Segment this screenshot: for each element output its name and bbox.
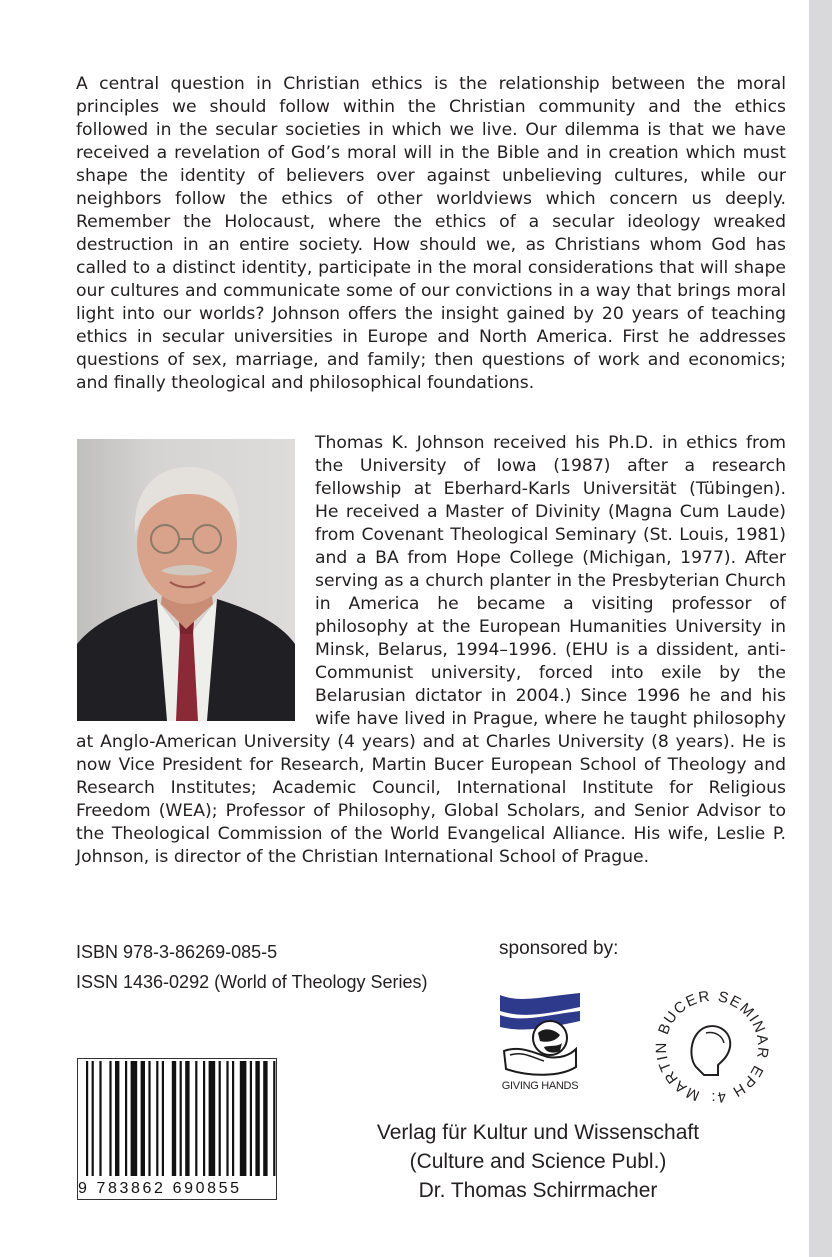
barcode-bar (172, 1061, 176, 1176)
barcode-bar (273, 1061, 275, 1176)
barcode-bar (255, 1061, 259, 1176)
barcode-bar (86, 1061, 88, 1176)
bucer-seal-text: MARTIN BUCER SEMINAR EPH 4: (653, 987, 772, 1105)
barcode-bar (240, 1061, 247, 1176)
svg-text:MARTIN BUCER SEMINAR EPH 4:12 (648, 985, 771, 1105)
barcode-bar (226, 1061, 228, 1176)
barcode-bar (99, 1061, 101, 1176)
blurb-text: A central question in Christian ethics is the relationship between the moral principles we should follow within the Christian community and the ethics followed in the secular societies in which we live. Our dilemma is that we have received a revelation of God’s moral will in the Bible and in creation which must shape the identity of believers over against unbelieving cultures, while our neighbors follow the ethics of other worldviews which concern us deeply. Remember the Holocaust, where the ethics of a secular ideology wreaked destruction in an entire society. How should we, as Christians whom God has called to a distinct identity, participate in the moral considerations that will shape our cultures and communicate some of our convictions in a way that brings moral light into our worlds? Johnson offers the insight gained by 20 years of teaching ethics in secular universities in Europe and North America. First he addresses questions of sex, marriage, and family; then questions of work and economics; and finally theological and philosophical foundations. (76, 74, 786, 393)
barcode-bar (125, 1061, 127, 1176)
bucer-seal-icon (648, 985, 776, 1105)
barcode-bar (109, 1061, 111, 1176)
barcode-bar (250, 1061, 252, 1176)
barcode-bar (92, 1061, 94, 1176)
barcode-bar (156, 1061, 158, 1176)
martin-bucer-seminar-logo (648, 985, 776, 1105)
barcode-bar (141, 1061, 145, 1176)
publisher-name: Verlag für Kultur und Wissenschaft (376, 1121, 700, 1144)
barcode-bars (78, 1059, 276, 1179)
barcode-bar (148, 1061, 150, 1176)
barcode-bar (180, 1061, 182, 1176)
barcode-bar (162, 1061, 164, 1176)
barcode-bar (209, 1061, 216, 1176)
sponsored-by-label: sponsored by: (499, 938, 619, 959)
publisher-translation: (Culture and Science Publ.) (409, 1150, 667, 1173)
barcode-bar (115, 1061, 119, 1176)
barcode-bar (263, 1061, 267, 1176)
barcode-bar (195, 1061, 197, 1176)
publisher-editor: Dr. Thomas Schirrmacher (418, 1179, 658, 1202)
book-spine-edge (809, 0, 832, 1257)
issn-number: ISSN 1436-0292 (World of Theology Series) (76, 972, 428, 992)
giving-hands-logo (500, 993, 580, 1101)
author-bio-section (76, 432, 786, 869)
publisher-block (338, 1118, 738, 1205)
giving-hands-caption: GIVING HANDS (501, 1080, 579, 1092)
barcode-bar (203, 1061, 205, 1176)
publication-identifiers (76, 937, 428, 997)
author-photo (77, 439, 295, 721)
author-bio-text: Thomas K. Johnson received his Ph.D. in ethics from the University of Iowa (1987) after a research fellowship at Eberhard-Karls Universität (Tübingen). He received a Master of Divinity (Magna Cum Laude) from Covenant Theological Seminary (St. Louis, 1981) and a BA from Hope College (Michigan, 1977). After serving as a church planter in the Presbyterian Church in America he became a visiting professor of philosophy at the European Humanities University in Minsk, Belarus, 1994–1996. (EHU is a dissident, anti-Communist university, forced into exile by the Belarusian dictator in 2004.) Since 1996 he and his wife have lived in Prague, where he taught philosophy at Anglo-American University (4 years) and at Charles University (8 years). He is now Vice President for Research, Martin Bucer European School of Theology and Research Institutes; Academic Council, International Institute for Religious Freedom (WEA); Professor of Philosophy, Global Scholars, and Senior Advisor to the Theological Commission of the World Evangelical Alliance. His wife, Leslie P. Johnson, is director of the Christian International School of Prague. (76, 433, 786, 867)
barcode-bar (219, 1061, 221, 1176)
barcode-bar (232, 1061, 234, 1176)
isbn-barcode (77, 1058, 277, 1200)
barcode-bar (131, 1061, 138, 1176)
barcode-bar (185, 1061, 189, 1176)
giving-hands-icon (500, 993, 580, 1079)
barcode-digits: 9 783862 690855 (78, 1180, 242, 1197)
back-cover-blurb (76, 73, 786, 395)
isbn-number: ISBN 978-3-86269-085-5 (76, 942, 278, 962)
